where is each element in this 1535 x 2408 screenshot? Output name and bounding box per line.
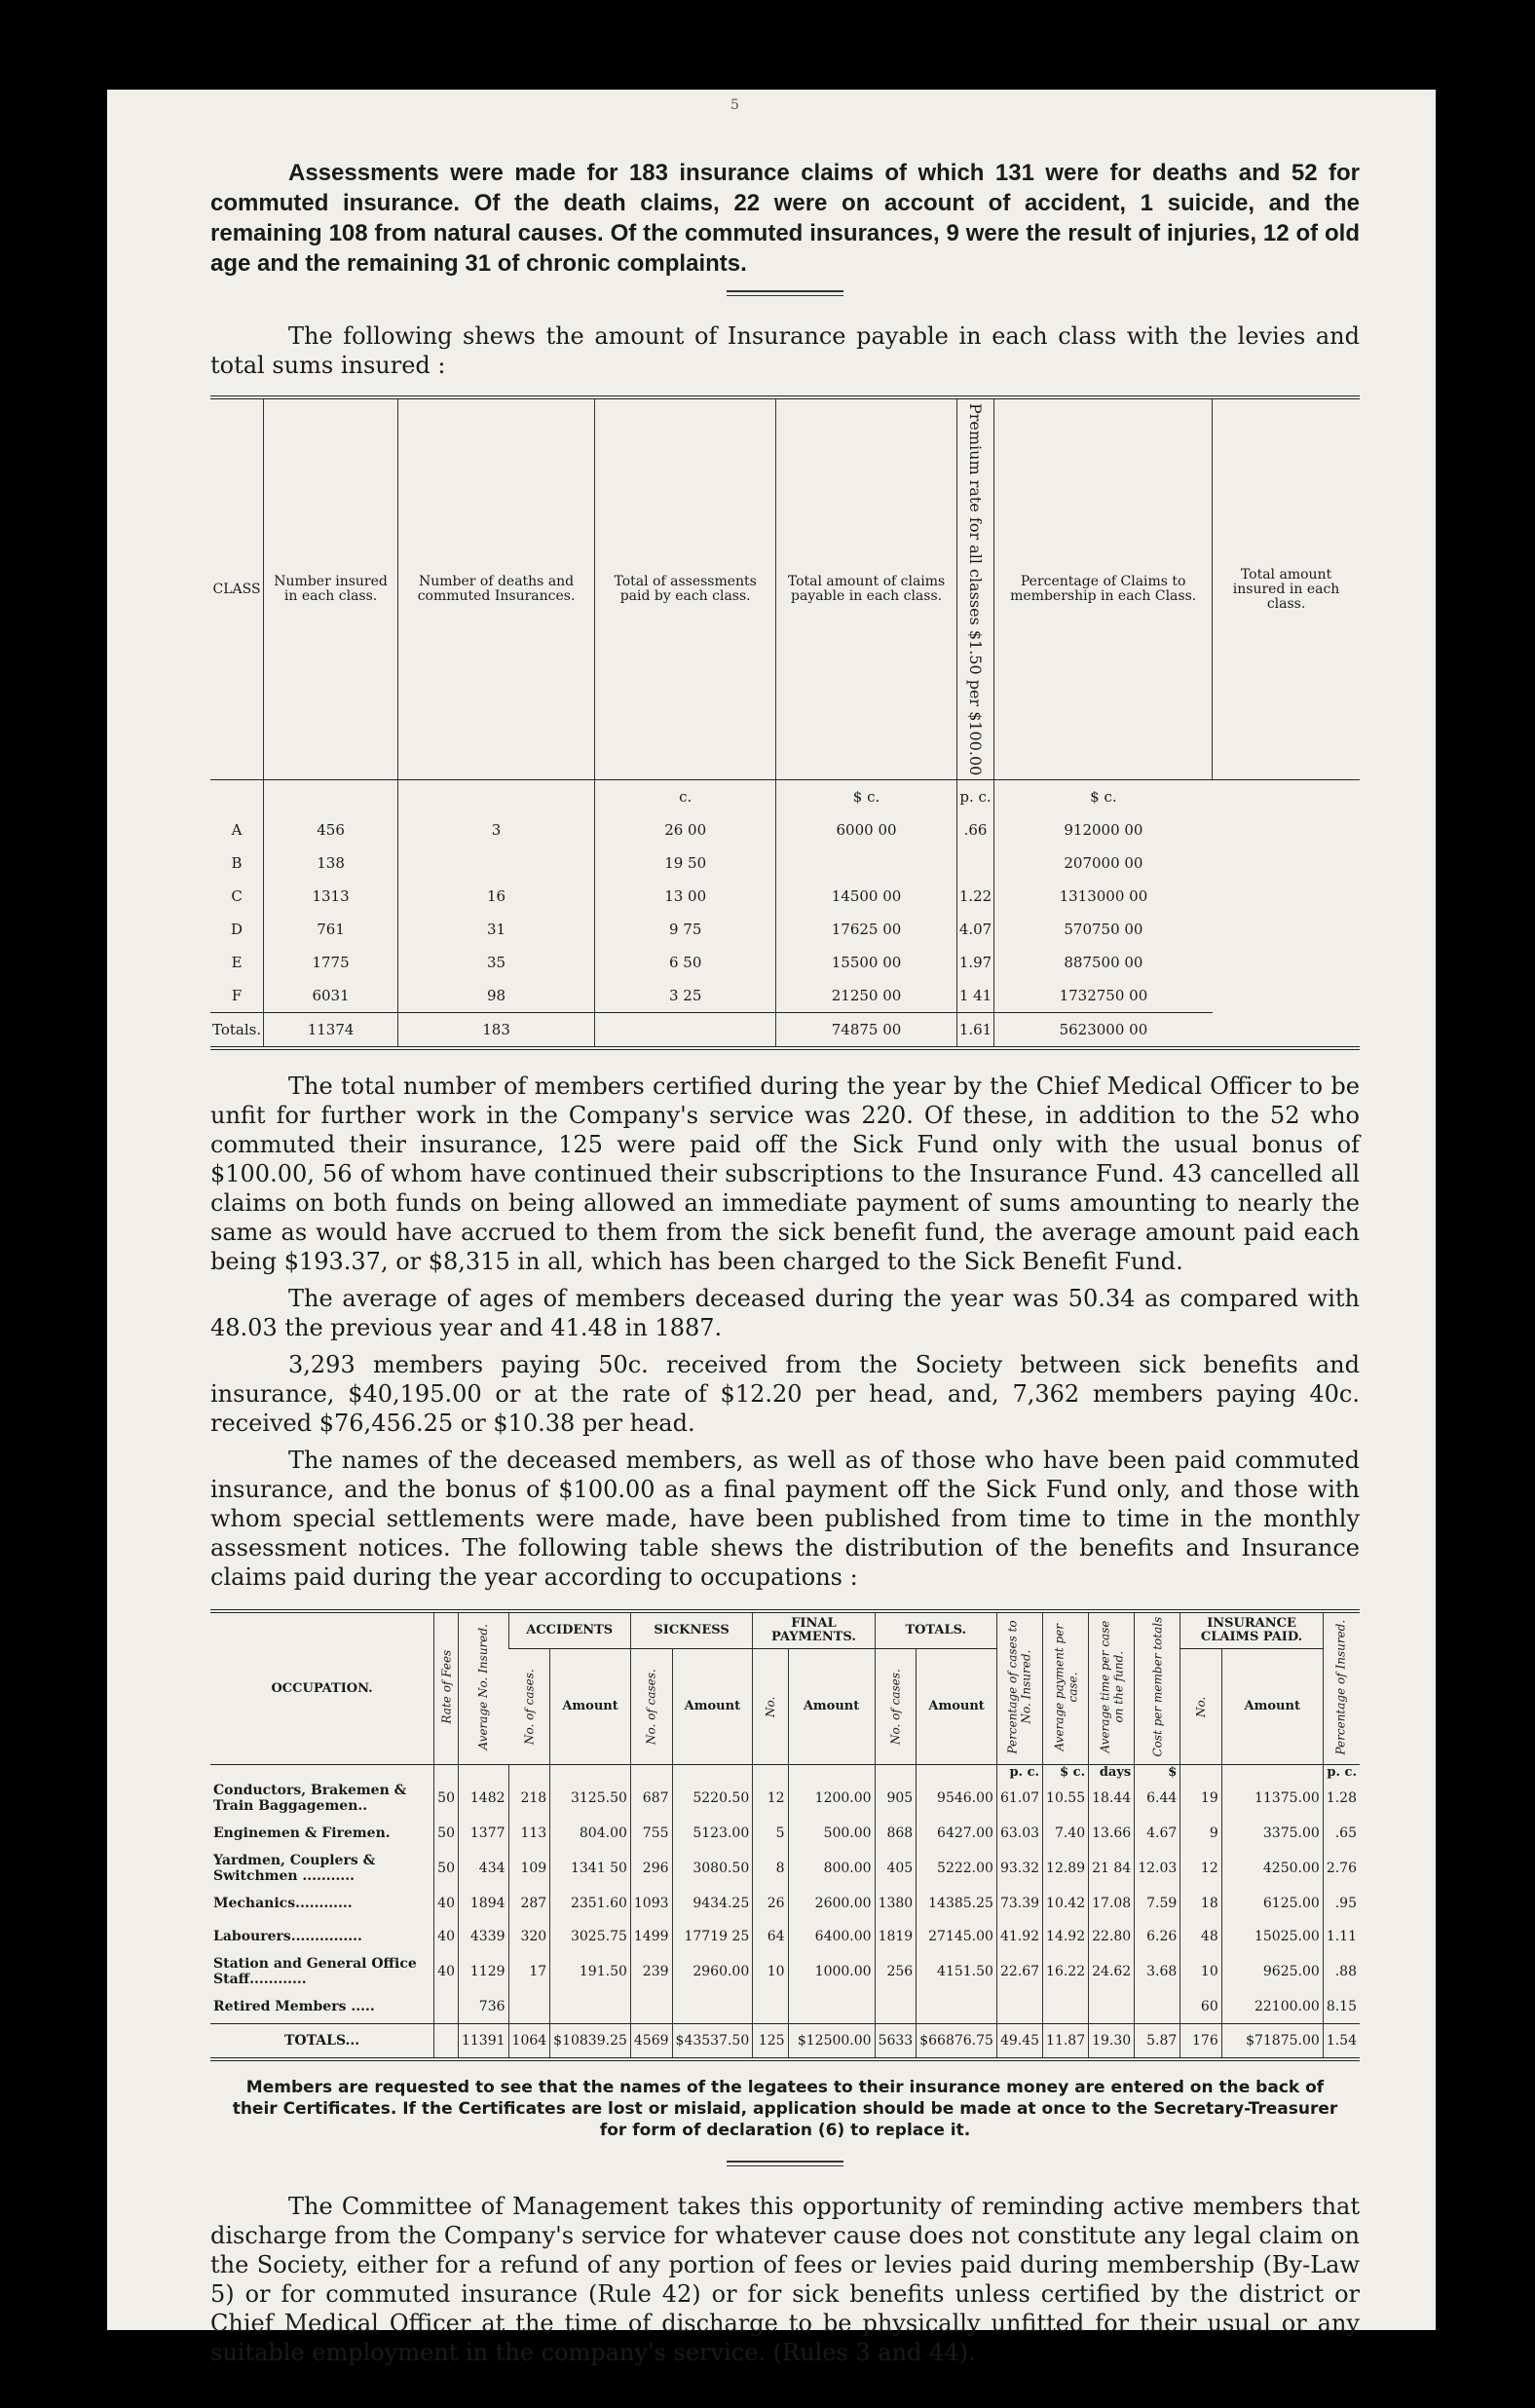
fin-amt-cell: 500.00: [788, 1817, 875, 1850]
total-cell: 912000 00: [994, 813, 1213, 847]
sick-amt-cell: [672, 1990, 753, 2024]
avgpay-cell: 11.87: [1043, 2024, 1089, 2060]
class-cell: E: [231, 954, 243, 972]
insurance-class-table: [210, 395, 1360, 1050]
days-cell: 18.44: [1089, 1780, 1135, 1817]
members-paying-paragraph: 3,293 members paying 50c. received from the Society between sick benefits and insurance, $40,195.00 or at the rate of $12.20 per head, and, 7,362 members paying 40c. received $76,456.25 or $10.38 per head.: [210, 1351, 1360, 1438]
rate-cell: 50: [434, 1780, 459, 1817]
table-row: [210, 1850, 1360, 1887]
ins-amt-cell: $71875.00: [1221, 2024, 1323, 2060]
pct-cell: 93.32: [996, 1850, 1042, 1887]
pct-ins-cell: 1.28: [1323, 1780, 1360, 1817]
pct-ins-cell: 8.15: [1323, 1990, 1360, 2024]
ins-amt-cell: 9625.00: [1221, 1953, 1323, 1990]
occupation-cell: Enginemen & Firemen.: [213, 1825, 391, 1842]
unit-cell: p. c.: [1323, 1765, 1360, 1781]
claims-cell: 14500 00: [776, 880, 957, 913]
page-content: [210, 158, 1360, 2375]
avg-cell: 1482: [458, 1780, 508, 1817]
avgpay-cell: 7.40: [1043, 1817, 1089, 1850]
pct-ins-cell: .95: [1323, 1887, 1360, 1920]
total-cell: 570750 00: [994, 913, 1213, 946]
claims-cell: 74875 00: [776, 1013, 957, 1049]
units-row: [210, 780, 1360, 814]
cost-cell: 3.68: [1135, 1953, 1180, 1990]
assess-cell: 19 50: [595, 847, 776, 880]
fin-amt-cell: 800.00: [788, 1850, 875, 1887]
deaths-cell: 3: [398, 813, 595, 847]
table-row: [210, 880, 1360, 913]
header-class: CLASS: [210, 397, 264, 780]
header-occupation: OCCUPATION.: [210, 1611, 434, 1765]
header-pct-insured: Percentage of Insured.: [1323, 1611, 1360, 1765]
insured-cell: 138: [264, 847, 398, 880]
pct-ins-cell: .65: [1323, 1817, 1360, 1850]
days-cell: 13.66: [1089, 1817, 1135, 1850]
tot-amt-cell: 9546.00: [917, 1780, 997, 1817]
unit-cell: $ c.: [994, 780, 1213, 814]
header-percentage: Percentage of Claims to membership in each Class.: [994, 397, 1213, 780]
assess-cell: 13 00: [595, 880, 776, 913]
class-cell: F: [231, 987, 243, 1005]
acc-n-cell: 218: [508, 1780, 550, 1817]
header-accidents: ACCIDENTS: [508, 1611, 630, 1649]
occupation-cell: Conductors, Brakemen & Train Baggagemen..: [213, 1783, 407, 1815]
header-pct-cases: Percentage of cases to No. Insured.: [996, 1611, 1042, 1765]
sick-amt-cell: $43537.50: [672, 2024, 753, 2060]
header-avg-payment: Average payment per case.: [1043, 1611, 1089, 1765]
acc-amt-cell: 2351.60: [550, 1887, 631, 1920]
pct-cell: 4.07: [956, 913, 993, 946]
ins-n-cell: 19: [1180, 1780, 1221, 1817]
unit-cell: p. c.: [956, 780, 993, 814]
total-cell: 1732750 00: [994, 979, 1213, 1013]
fin-n-cell: 125: [753, 2024, 788, 2060]
avgpay-cell: 16.22: [1043, 1953, 1089, 1990]
rate-cell: 50: [434, 1850, 459, 1887]
tot-amt-cell: 4151.50: [917, 1953, 997, 1990]
deaths-cell: 16: [398, 880, 595, 913]
ins-n-cell: 9: [1180, 1817, 1221, 1850]
class-cell: D: [231, 921, 243, 939]
tot-n-cell: 1380: [875, 1887, 917, 1920]
assess-cell: [595, 1013, 776, 1049]
header-final-amount: Amount: [788, 1649, 875, 1765]
class-cell: C: [231, 887, 243, 906]
table-row: [210, 1953, 1360, 1990]
table-row: [210, 847, 1360, 880]
avg-cell: 4339: [458, 1920, 508, 1953]
acc-amt-cell: 3125.50: [550, 1780, 631, 1817]
header-avg-time: Average time per case on the fund.: [1089, 1611, 1135, 1765]
header-total-amount: Amount: [917, 1649, 997, 1765]
assess-cell: 26 00: [595, 813, 776, 847]
acc-amt-cell: 1341 50: [550, 1850, 631, 1887]
tot-n-cell: 256: [875, 1953, 917, 1990]
sick-amt-cell: 3080.50: [672, 1850, 753, 1887]
tot-n-cell: 5633: [875, 2024, 917, 2060]
sick-n-cell: 4569: [630, 2024, 672, 2060]
fin-n-cell: [753, 1990, 788, 2024]
deaths-cell: 98: [398, 979, 595, 1013]
sick-amt-cell: 5123.00: [672, 1817, 753, 1850]
assess-cell: 6 50: [595, 946, 776, 979]
tot-n-cell: 905: [875, 1780, 917, 1817]
header-insured: Number insured in each class.: [264, 397, 398, 780]
claims-cell: 21250 00: [776, 979, 957, 1013]
acc-amt-cell: 191.50: [550, 1953, 631, 1990]
sick-amt-cell: 9434.25: [672, 1887, 753, 1920]
table-row: [210, 813, 1360, 847]
ins-amt-cell: 22100.00: [1221, 1990, 1323, 2024]
pct-cell: 49.45: [996, 2024, 1042, 2060]
fin-n-cell: 64: [753, 1920, 788, 1953]
ins-n-cell: 10: [1180, 1953, 1221, 1990]
insured-cell: 456: [264, 813, 398, 847]
fin-amt-cell: [788, 1990, 875, 2024]
ins-n-cell: 12: [1180, 1850, 1221, 1887]
acc-amt-cell: [550, 1990, 631, 2024]
pct-cell: [956, 847, 993, 880]
rate-cell: 40: [434, 1953, 459, 1990]
avg-cell: 11391: [458, 2024, 508, 2060]
fin-n-cell: 5: [753, 1817, 788, 1850]
header-assessments: Total of assessments paid by each class.: [595, 397, 776, 780]
header-final-no: No.: [753, 1649, 788, 1765]
days-cell: 22.80: [1089, 1920, 1135, 1953]
occupation-units-row: [210, 1765, 1360, 1781]
occupation-cell: Station and General Office Staff............: [213, 1956, 417, 1988]
deaths-cell: 31: [398, 913, 595, 946]
acc-n-cell: 113: [508, 1817, 550, 1850]
ins-n-cell: 176: [1180, 2024, 1221, 2060]
ins-n-cell: 48: [1180, 1920, 1221, 1953]
class-cell: B: [231, 854, 243, 873]
page-mark: 5: [730, 97, 739, 113]
pct-ins-cell: .88: [1323, 1953, 1360, 1990]
table-row: [210, 946, 1360, 979]
avg-cell: 736: [458, 1990, 508, 2024]
total-cell: 207000 00: [994, 847, 1213, 880]
sick-n-cell: 239: [630, 1953, 672, 1990]
rate-cell: 40: [434, 1887, 459, 1920]
header-sickness: SICKNESS: [630, 1611, 752, 1649]
pct-cell: 61.07: [996, 1780, 1042, 1817]
fin-n-cell: 8: [753, 1850, 788, 1887]
pct-cell: 73.39: [996, 1887, 1042, 1920]
pct-ins-cell: 1.54: [1323, 2024, 1360, 2060]
pct-cell: 22.67: [996, 1953, 1042, 1990]
days-cell: 19.30: [1089, 2024, 1135, 2060]
deceased-names-paragraph: The names of the deceased members, as well as of those who have been paid commuted insurance, and the bonus of $100.00 as a final payment off the Sick Fund only, and those with whom special settlements were made, have been published from time to time in the monthly assessment notices. The following table shews the distribution of the benefits and Insurance claims paid during the year according to occupations :: [210, 1447, 1360, 1592]
table-row: [210, 1780, 1360, 1817]
tot-amt-cell: 14385.25: [917, 1887, 997, 1920]
acc-n-cell: [508, 1990, 550, 2024]
cost-cell: 6.44: [1135, 1780, 1180, 1817]
sick-n-cell: [630, 1990, 672, 2024]
occupation-header-row-1: [210, 1611, 1360, 1649]
cost-cell: 4.67: [1135, 1817, 1180, 1850]
claims-cell: [776, 847, 957, 880]
section-divider: [727, 2161, 843, 2166]
tot-amt-cell: 6427.00: [917, 1817, 997, 1850]
fin-amt-cell: 1000.00: [788, 1953, 875, 1990]
avgpay-cell: 10.42: [1043, 1887, 1089, 1920]
tot-n-cell: 405: [875, 1850, 917, 1887]
deaths-cell: 183: [398, 1013, 595, 1049]
avg-cell: 1377: [458, 1817, 508, 1850]
days-cell: [1089, 1990, 1135, 2024]
pct-ins-cell: 1.11: [1323, 1920, 1360, 1953]
header-acc-amount: Amount: [550, 1649, 631, 1765]
unit-cell: $ c.: [1043, 1765, 1089, 1781]
rate-cell: [434, 1990, 459, 2024]
totals-row: [210, 2024, 1360, 2060]
acc-n-cell: 320: [508, 1920, 550, 1953]
cost-cell: 7.59: [1135, 1887, 1180, 1920]
fin-n-cell: 26: [753, 1887, 788, 1920]
pct-cell: 1.61: [956, 1013, 993, 1049]
claims-cell: 17625 00: [776, 913, 957, 946]
ins-amt-cell: 3375.00: [1221, 1817, 1323, 1850]
acc-n-cell: 17: [508, 1953, 550, 1990]
avgpay-cell: 10.55: [1043, 1780, 1089, 1817]
sick-n-cell: 296: [630, 1850, 672, 1887]
fin-amt-cell: 6400.00: [788, 1920, 875, 1953]
sick-n-cell: 687: [630, 1780, 672, 1817]
document-page: [107, 90, 1436, 2367]
header-insurance-claims: INSURANCE CLAIMS PAID.: [1180, 1611, 1323, 1649]
occupation-cell: Labourers...............: [213, 1929, 362, 1945]
cost-cell: [1135, 1990, 1180, 2024]
rate-cell: [434, 2024, 459, 2060]
sick-n-cell: 755: [630, 1817, 672, 1850]
occupation-table: [210, 1609, 1360, 2061]
avg-cell: 1129: [458, 1953, 508, 1990]
unfit-members-paragraph: The total number of members certified during the year by the Chief Medical Officer to be unfit for further work in the Company's service was 220. Of these, in addition to the 52 who commuted their insurance, 125 were paid off the Sick Fund only with the usual bonus of $100.00, 56 of whom have continued their subscriptions to the Insurance Fund. 43 cancelled all claims on both funds on being allowed an immediate payment of sums amounting to nearly the same as would have accrued to them from the sick benefit fund, the average amount paid each being $193.37, or $8,315 in all, which has been charged to the Sick Benefit Fund.: [210, 1072, 1360, 1276]
cost-cell: 12.03: [1135, 1850, 1180, 1887]
fin-n-cell: 10: [753, 1953, 788, 1990]
acc-amt-cell: $10839.25: [550, 2024, 631, 2060]
rate-cell: 40: [434, 1920, 459, 1953]
header-total-insured: Total amount insured in each class.: [1213, 397, 1360, 780]
table-row: [210, 1920, 1360, 1953]
fin-amt-cell: 1200.00: [788, 1780, 875, 1817]
totals-row: [210, 1013, 1360, 1049]
acc-n-cell: 109: [508, 1850, 550, 1887]
pct-cell: 41.92: [996, 1920, 1042, 1953]
total-cell: 1313000 00: [994, 880, 1213, 913]
sick-amt-cell: 17719 25: [672, 1920, 753, 1953]
legatees-notice: Members are requested to see that the names of the legatees to their insurance money are entered on the back of their Certificates. If the Certificates are lost or mislaid, application should be made at once to the Secretary-Treasurer for form of declaration (6) to replace it.: [232, 2078, 1338, 2141]
days-cell: 21 84: [1089, 1850, 1135, 1887]
fin-amt-cell: $12500.00: [788, 2024, 875, 2060]
ins-amt-cell: 11375.00: [1221, 1780, 1323, 1817]
deaths-cell: [398, 847, 595, 880]
cost-cell: 5.87: [1135, 2024, 1180, 2060]
cost-cell: 6.26: [1135, 1920, 1180, 1953]
ins-amt-cell: 4250.00: [1221, 1850, 1323, 1887]
acc-amt-cell: 3025.75: [550, 1920, 631, 1953]
table-row: [210, 979, 1360, 1013]
sick-n-cell: 1499: [630, 1920, 672, 1953]
claims-cell: 15500 00: [776, 946, 957, 979]
fin-amt-cell: 2600.00: [788, 1887, 875, 1920]
tot-amt-cell: 5222.00: [917, 1850, 997, 1887]
sick-amt-cell: 5220.50: [672, 1780, 753, 1817]
avg-cell: 434: [458, 1850, 508, 1887]
header-totals: TOTALS.: [875, 1611, 996, 1649]
pct-cell: 1 41: [956, 979, 993, 1013]
claims-cell: 6000 00: [776, 813, 957, 847]
premium-rate-note: Premium rate for all classes $1.50 per $100.00: [956, 397, 993, 780]
avgpay-cell: 14.92: [1043, 1920, 1089, 1953]
tot-amt-cell: 27145.00: [917, 1920, 997, 1953]
header-ins-no: No.: [1180, 1649, 1221, 1765]
tot-amt-cell: $66876.75: [917, 2024, 997, 2060]
days-cell: 24.62: [1089, 1953, 1135, 1990]
ins-amt-cell: 6125.00: [1221, 1887, 1323, 1920]
avg-cell: 1894: [458, 1887, 508, 1920]
insured-cell: 11374: [264, 1013, 398, 1049]
sick-n-cell: 1093: [630, 1887, 672, 1920]
sick-amt-cell: 2960.00: [672, 1953, 753, 1990]
assess-cell: 9 75: [595, 913, 776, 946]
acc-n-cell: 1064: [508, 2024, 550, 2060]
pct-cell: [996, 1990, 1042, 2024]
ins-n-cell: 60: [1180, 1990, 1221, 2024]
section-divider: [727, 290, 843, 296]
pct-cell: 63.03: [996, 1817, 1042, 1850]
unit-cell: c.: [595, 780, 776, 814]
pct-cell: .66: [956, 813, 993, 847]
acc-n-cell: 287: [508, 1887, 550, 1920]
unit-cell: $: [1135, 1765, 1180, 1781]
pct-cell: 1.22: [956, 880, 993, 913]
assessments-paragraph: Assessments were made for 183 insurance claims of which 131 were for deaths and 52 for commuted insurance. Of the death claims, 22 were on account of accident, 1 suicide, and the remaining 108 from natural causes. Of the commuted insurances, 9 were the result of injuries, 12 of old age and the remaining 31 of chronic complaints.: [210, 160, 1360, 277]
class-cell: Totals.: [210, 1013, 264, 1049]
insured-cell: 1775: [264, 946, 398, 979]
header-sick-cases: No. of cases.: [630, 1649, 672, 1765]
pct-cell: 1.97: [956, 946, 993, 979]
occupation-cell: Mechanics............: [213, 1896, 353, 1912]
ages-paragraph: The average of ages of members deceased during the year was 50.34 as compared with 48.03 the previous year and 41.48 in 1887.: [210, 1285, 1360, 1342]
class-cell: A: [231, 821, 243, 840]
pct-ins-cell: 2.76: [1323, 1850, 1360, 1887]
unit-cell: $ c.: [776, 780, 957, 814]
table-row: [210, 913, 1360, 946]
occupation-cell: Retired Members .....: [213, 1999, 375, 2015]
tot-n-cell: 868: [875, 1817, 917, 1850]
ins-amt-cell: 15025.00: [1221, 1920, 1323, 1953]
header-ins-amount: Amount: [1221, 1649, 1323, 1765]
insured-cell: 761: [264, 913, 398, 946]
header-sick-amount: Amount: [672, 1649, 753, 1765]
table-row: [210, 1817, 1360, 1850]
header-total-cases: No. of cases.: [875, 1649, 917, 1765]
total-cell: 5623000 00: [994, 1013, 1213, 1049]
table-row: [210, 1990, 1360, 2024]
header-final-payments: FINAL PAYMENTS.: [753, 1611, 875, 1649]
header-average-insured: Average No. Insured.: [458, 1611, 508, 1765]
class-table-header-row: [210, 397, 1360, 780]
header-cost: Cost per member totals: [1135, 1611, 1180, 1765]
days-cell: 17.08: [1089, 1887, 1135, 1920]
insured-cell: 1313: [264, 880, 398, 913]
header-acc-cases: No. of cases.: [508, 1649, 550, 1765]
unit-cell: days: [1089, 1765, 1135, 1781]
occupation-cell: TOTALS...: [210, 2024, 434, 2060]
total-cell: 887500 00: [994, 946, 1213, 979]
committee-paragraph: The Committee of Management takes this opportunity of reminding active members that discharge from the Company's service for whatever cause does not constitute any legal claim on the Society, either for a refund of any portion of fees or levies paid during membership (By-Law 5) or for commuted insurance (Rule 42) or for sick benefits unless certified by the district or Chief Medical Officer at the time of discharge to be physically unfitted for their usual or any suitable employment in the company's service. (Rules 3 and 44).: [210, 2193, 1360, 2367]
class-table-intro: The following shews the amount of Insurance payable in each class with the levies and total sums insured :: [210, 322, 1360, 379]
assess-cell: 3 25: [595, 979, 776, 1013]
insured-cell: 6031: [264, 979, 398, 1013]
fin-n-cell: 12: [753, 1780, 788, 1817]
header-claims: Total amount of claims payable in each class.: [776, 397, 957, 780]
avgpay-cell: 12.89: [1043, 1850, 1089, 1887]
occupation-cell: Yardmen, Couplers & Switchmen ...........: [213, 1853, 376, 1885]
tot-n-cell: 1819: [875, 1920, 917, 1953]
tot-amt-cell: [917, 1990, 997, 2024]
deaths-cell: 35: [398, 946, 595, 979]
unit-cell: p. c.: [996, 1765, 1042, 1781]
ins-n-cell: 18: [1180, 1887, 1221, 1920]
header-rate: Rate of Fees: [434, 1611, 459, 1765]
rate-cell: 50: [434, 1817, 459, 1850]
header-deaths: Number of deaths and commuted Insurances.: [398, 397, 595, 780]
tot-n-cell: [875, 1990, 917, 2024]
avgpay-cell: [1043, 1990, 1089, 2024]
table-row: [210, 1887, 1360, 1920]
acc-amt-cell: 804.00: [550, 1817, 631, 1850]
